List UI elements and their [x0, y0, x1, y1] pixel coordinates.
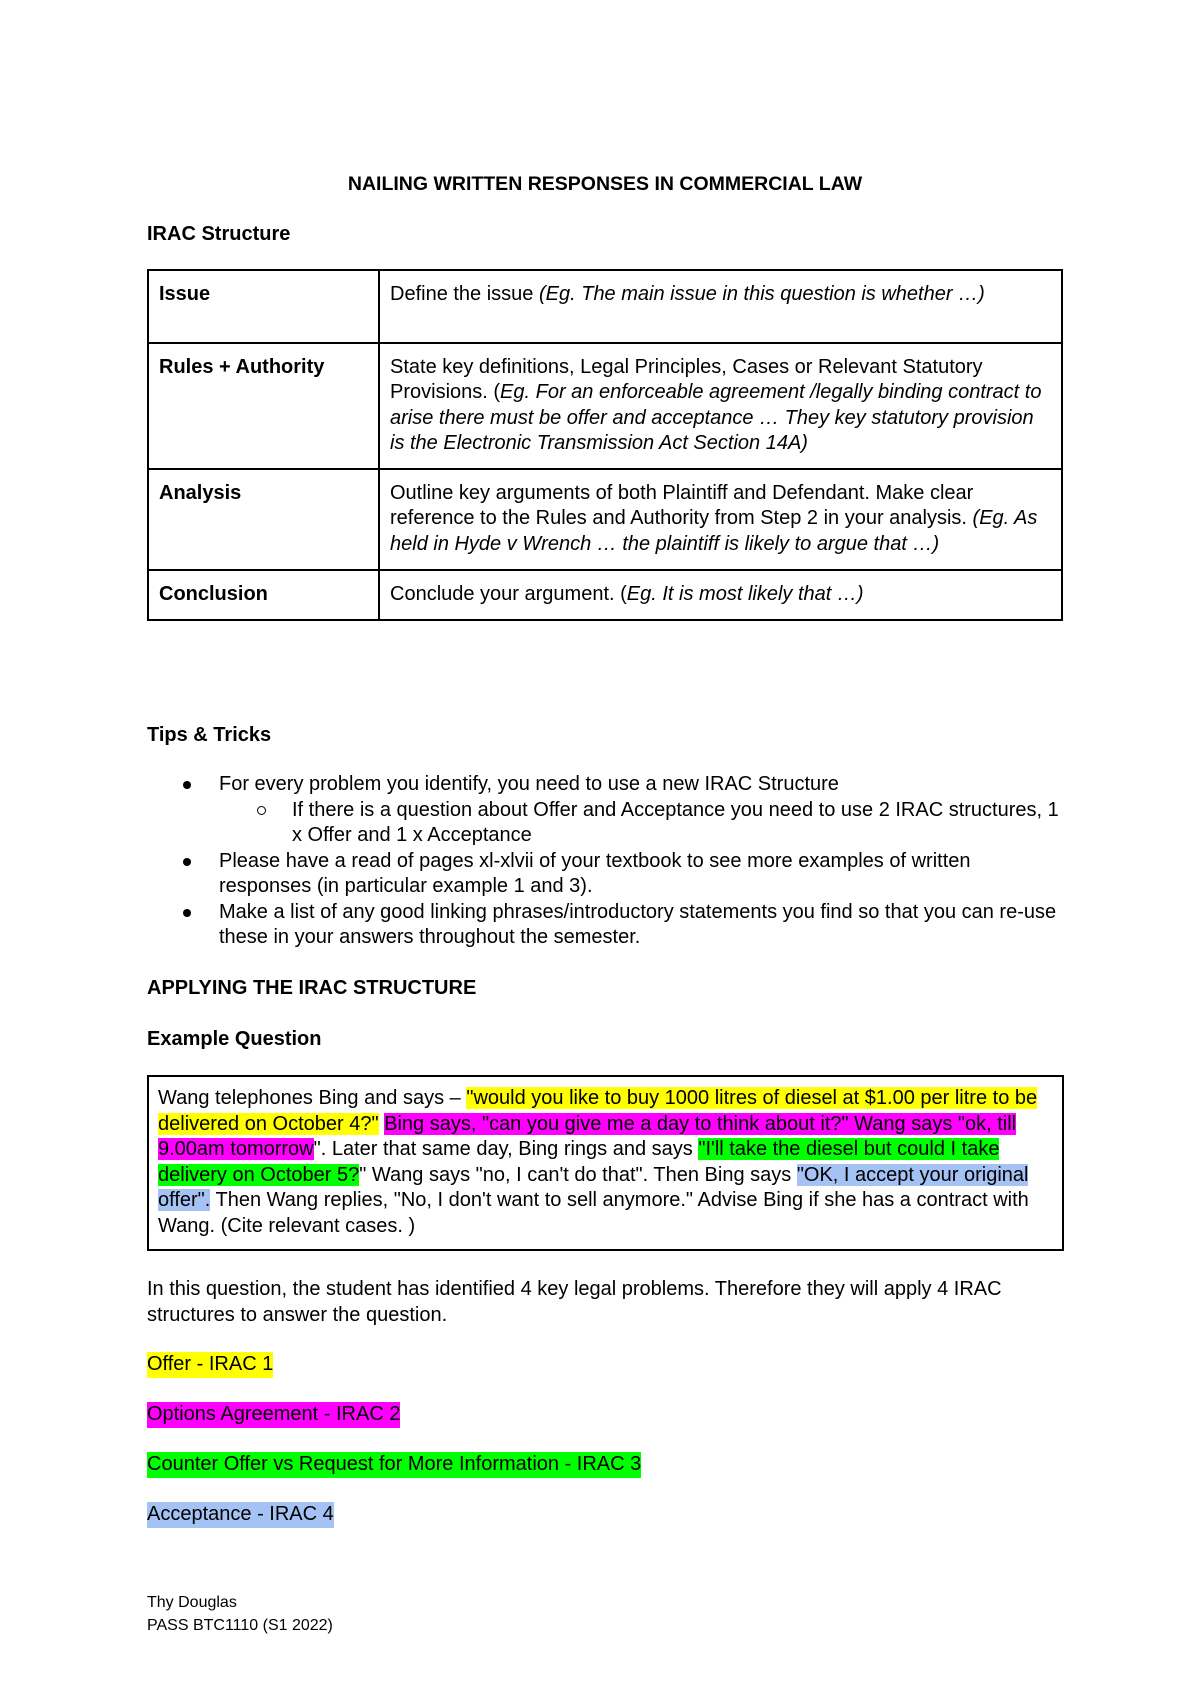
list-item: Please have a read of pages xl-xlvii of your textbook to see more examples of written responses (in particular example 1 and 3).	[147, 849, 1063, 900]
table-row	[148, 570, 1062, 620]
irac-heading: IRAC Structure	[147, 223, 291, 245]
highlight-options: Bing says, "can you give me a day to think about it?" Wang says "ok, till 9.00am tomorrow	[158, 1112, 1017, 1160]
table-row	[148, 270, 1062, 343]
irac-table	[147, 269, 1063, 621]
irac-key: Analysis	[148, 469, 379, 570]
bullet-icon	[183, 858, 191, 866]
irac-desc: Define the issue (Eg. The main issue in this question is whether …)	[379, 270, 1062, 343]
footer-course: PASS BTC1110 (S1 2022)	[147, 1617, 333, 1634]
example-question-box: Wang telephones Bing and says – "would you like to buy 1000 litres of diesel at $1.00 per litre to be delivered on October 4?" Bing says, "can you give me a day to think about it?" Wang says "ok, till 9.00am tomorrow". Later that same day, Bing rings and says "I'll take the diesel but could I take delivery on October 5?" Wang says "no, I can't do that". Then Bing says "OK, I accept your original offer". Then Wang replies, "No, I don't want to sell anymore." Advise Bing if she has a contract with Wang. (Cite relevant cases. )	[147, 1075, 1064, 1251]
irac-key: Conclusion	[148, 570, 379, 620]
irac-key: Rules + Authority	[148, 343, 379, 469]
irac-desc: Conclude your argument. (Eg. It is most likely that …)	[379, 570, 1062, 620]
issue-counter-offer: Counter Offer vs Request for More Information - IRAC 3	[147, 1452, 641, 1478]
footer-author: Thy Douglas	[147, 1594, 237, 1611]
list-item: For every problem you identify, you need to use a new IRAC Structure	[147, 772, 1063, 798]
list-item: If there is a question about Offer and Acceptance you need to use 2 IRAC structures, 1 x Offer and 1 x Acceptance	[147, 798, 1063, 849]
tips-list	[147, 772, 1063, 951]
irac-key: Issue	[148, 270, 379, 343]
irac-desc: State key definitions, Legal Principles, Cases or Relevant Statutory Provisions. (Eg. For an enforceable agreement /legally binding contract to arise there must be offer and acceptance … They key statutory provision is the Electronic Transmission Act Section 14A)	[379, 343, 1062, 469]
issue-options-agreement: Options Agreement - IRAC 2	[147, 1402, 400, 1428]
applying-heading: APPLYING THE IRAC STRUCTURE	[147, 977, 477, 999]
page-title: NAILING WRITTEN RESPONSES IN COMMERCIAL LAW	[347, 173, 863, 195]
highlight-acceptance: "OK, I accept your original offer".	[158, 1163, 1029, 1211]
issue-acceptance: Acceptance - IRAC 4	[147, 1502, 334, 1528]
table-row	[148, 343, 1062, 469]
irac-desc: Outline key arguments of both Plaintiff and Defendant. Make clear reference to the Rules and Authority from Step 2 in your analysis. (Eg. As held in Hyde v Wrench … the plaintiff is likely to argue that …)	[379, 469, 1062, 570]
example-heading: Example Question	[147, 1028, 322, 1050]
analysis-paragraph: In this question, the student has identified 4 key legal problems. Therefore they will apply 4 IRAC structures to answer the question.	[147, 1278, 1002, 1326]
issue-offer: Offer - IRAC 1	[147, 1352, 273, 1378]
table-row	[148, 469, 1062, 570]
highlight-offer: "would you like to buy 1000 litres of diesel at $1.00 per litre to be delivered on October 4?"	[158, 1087, 1038, 1135]
highlight-counter-offer: "I'll take the diesel but could I take delivery on October 5?	[158, 1138, 1000, 1186]
tips-heading: Tips & Tricks	[147, 724, 272, 746]
bullet-icon	[183, 781, 191, 789]
circle-bullet-icon	[257, 806, 266, 815]
bullet-icon	[183, 909, 191, 917]
list-item: Make a list of any good linking phrases/introductory statements you find so that you can re-use these in your answers throughout the semester.	[147, 900, 1063, 951]
